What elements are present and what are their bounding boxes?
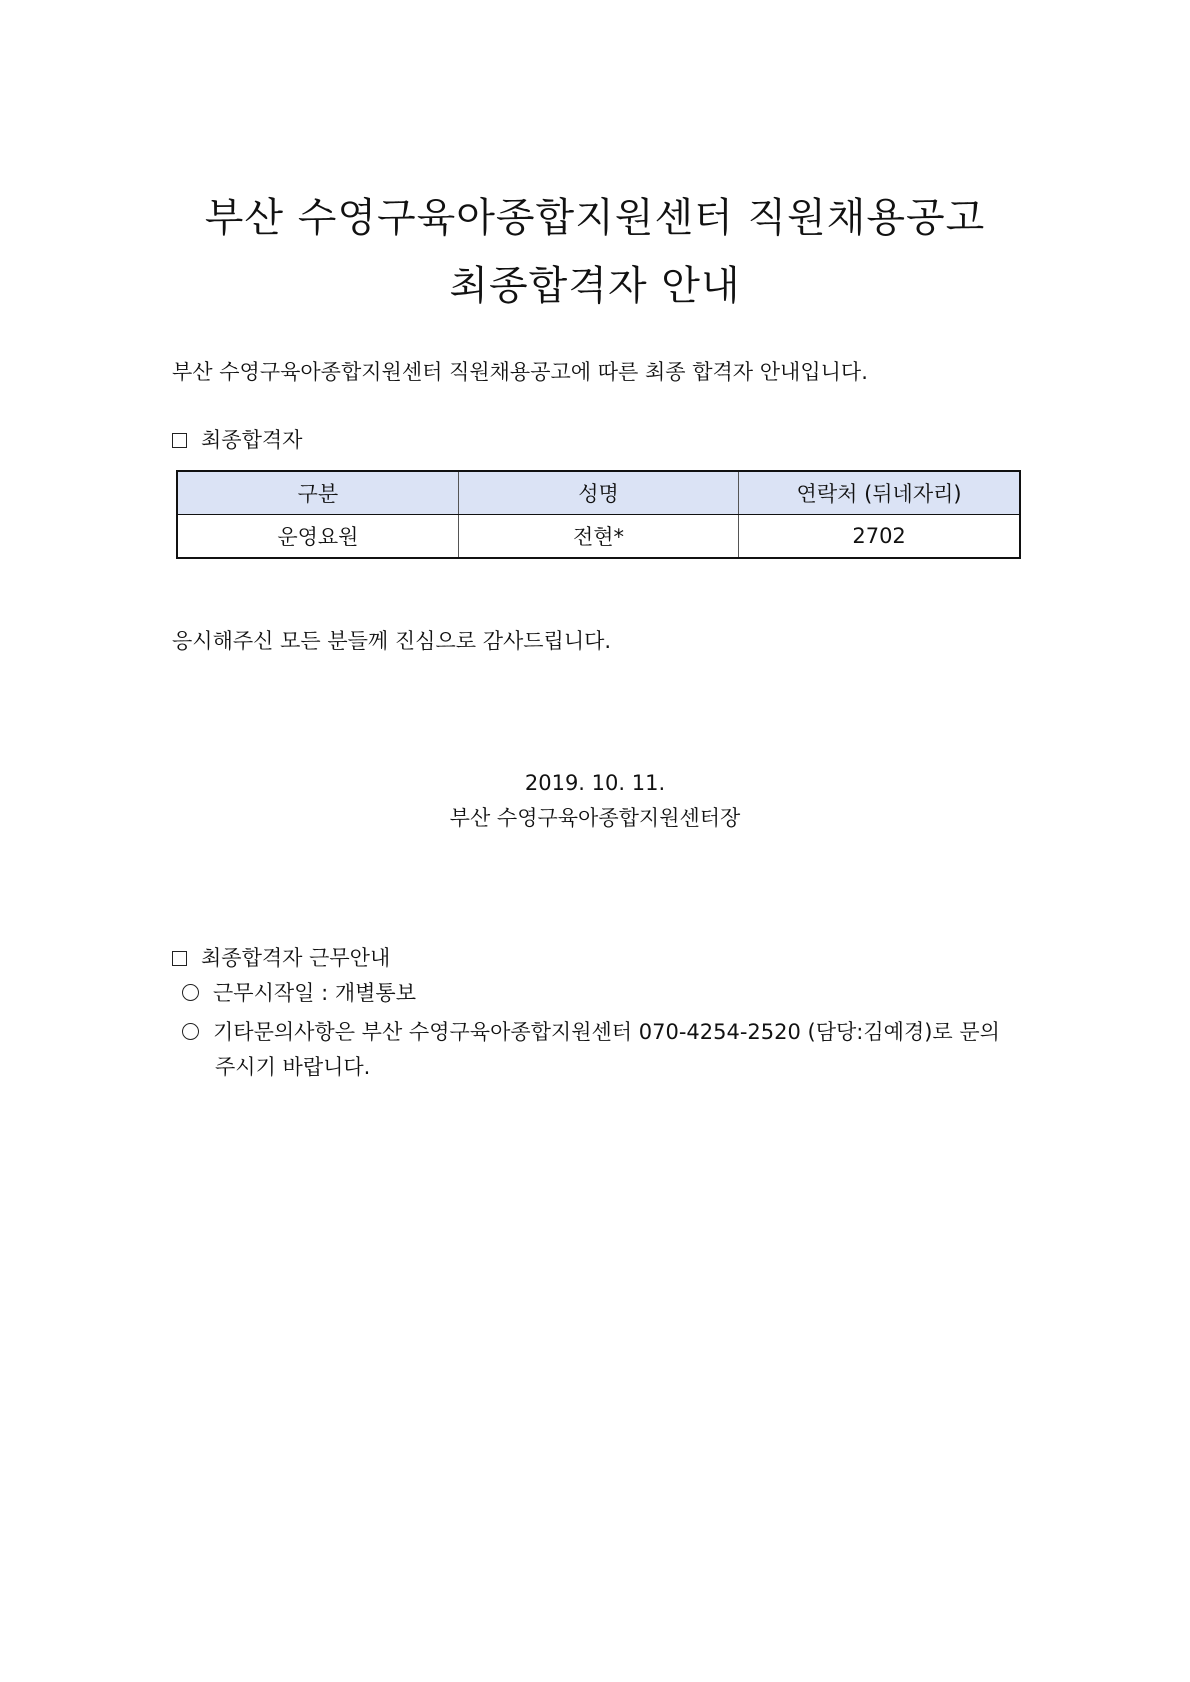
intro-text: 부산 수영구육아종합지원센터 직원채용공고에 따른 최종 합격자 안내입니다. <box>172 360 868 384</box>
section-heading-work-info <box>172 948 390 969</box>
header-category: 구분 <box>178 472 458 515</box>
signature-text: 부산 수영구육아종합지원센터장 <box>449 806 741 830</box>
page-title-line1: 부산 수영구육아종합지원센터 직원채용공고 <box>204 195 986 241</box>
checkbox-square-icon <box>172 951 187 966</box>
section-heading-final-candidates <box>172 430 302 451</box>
header-name: 성명 <box>458 472 738 515</box>
header-contact: 연락처 (뒤네자리) <box>739 472 1019 515</box>
list-item-text: 기타문의사항은 부산 수영구육아종합지원센터 070-4254-2520 (담당:김예경)로 문의 <box>213 1020 1000 1044</box>
checkbox-square-icon <box>172 433 187 448</box>
table-row <box>178 515 1019 558</box>
list-item <box>182 983 416 1004</box>
thanks-text: 응시해주신 모든 분들께 진심으로 감사드립니다. <box>172 629 612 653</box>
page-title-line2: 최종합격자 안내 <box>449 263 741 309</box>
list-item-text: 근무시작일 : 개별통보 <box>213 981 416 1005</box>
date-text: 2019. 10. 11. <box>524 771 666 795</box>
list-item-continuation: 주시기 바랍니다. <box>215 1055 371 1079</box>
list-item <box>182 1022 1000 1043</box>
circle-bullet-icon <box>182 984 199 1001</box>
candidates-table-grid <box>178 472 1019 557</box>
section-heading-label: 최종합격자 <box>201 428 303 452</box>
candidates-table <box>176 470 1021 559</box>
cell-name: 전현* <box>458 515 738 558</box>
cell-contact: 2702 <box>739 515 1019 558</box>
circle-bullet-icon <box>182 1023 199 1040</box>
table-header-row <box>178 472 1019 515</box>
section-heading-label: 최종합격자 근무안내 <box>201 946 391 970</box>
cell-category: 운영요원 <box>178 515 458 558</box>
